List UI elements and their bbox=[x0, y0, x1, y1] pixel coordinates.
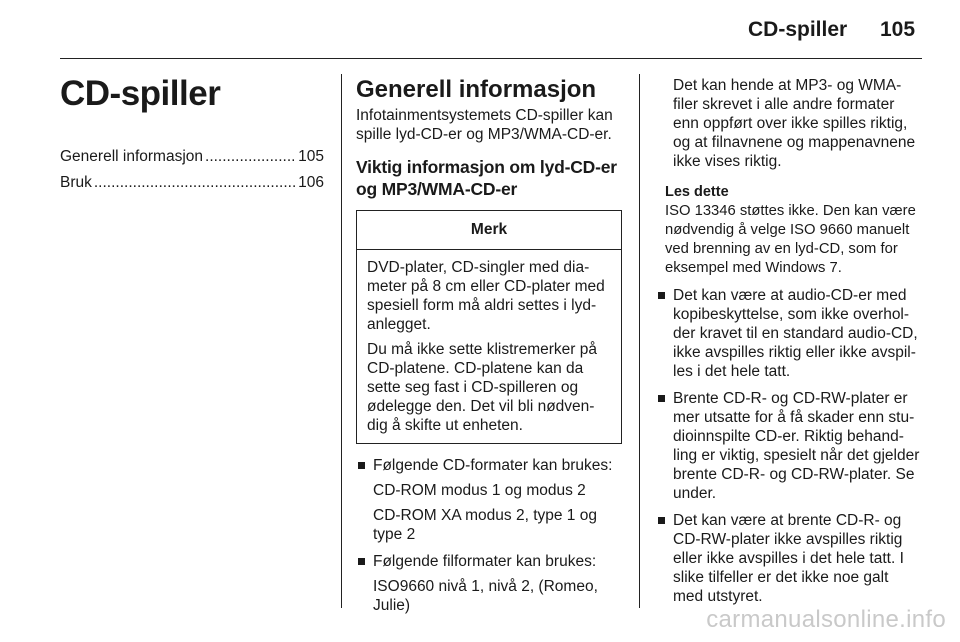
merk-notice-title: Merk bbox=[357, 211, 621, 250]
column-divider-1 bbox=[341, 74, 342, 608]
main-column bbox=[356, 76, 624, 615]
toc-entry-page: 106 bbox=[298, 174, 324, 191]
bullet-item: Brente CD-R- og CD-RW-plater er mer utsatte for å få skader enn stu-dioinnspilte CD-er. Riktig behand-ling er viktig, spesielt når det gjelder brente CD-R- og CD-RW-plater. Se under. bbox=[656, 389, 922, 503]
toc-entry[interactable] bbox=[60, 170, 324, 196]
toc-entry-label: Bruk bbox=[60, 174, 92, 191]
les-dette-note bbox=[656, 183, 922, 278]
watermark-text: carmanualsonline.info bbox=[706, 606, 946, 633]
section-intro: Infotainmentsystemets CD-spiller kan spille lyd-CD-er og MP3/WMA-CD-er. bbox=[356, 107, 613, 143]
running-header-title: CD-spiller bbox=[748, 18, 848, 41]
toc-entry[interactable] bbox=[60, 144, 324, 170]
section-heading: Generell informasjon bbox=[356, 76, 597, 103]
merk-paragraph: DVD-plater, CD-singler med dia-meter på 8 cm eller CD-plater med spesiell form må aldri settes i lyd-anlegget. bbox=[367, 259, 605, 333]
note-text: ISO 13346 støttes ikke. Den kan være nødvendig å velge ISO 9660 manuelt ved brenning av en lyd-CD, som for eksempel med Windows 7. bbox=[665, 203, 916, 276]
merk-notice-body bbox=[357, 250, 621, 443]
merk-paragraph: Du må ikke sette klistremerker på CD-platene. CD-platene kan da sette seg fast i CD-spilleren og ødelegge den. Det vil bli nødven-dig å skifte ut enheten. bbox=[367, 341, 597, 434]
page-number: 105 bbox=[880, 18, 916, 41]
right-column bbox=[656, 76, 922, 606]
chapter-column bbox=[60, 74, 324, 196]
bullet-subitem: CD-ROM modus 1 og modus 2 bbox=[373, 482, 586, 499]
toc-leader-dots bbox=[94, 170, 296, 196]
header-divider bbox=[60, 58, 922, 59]
bullet-item: Det kan være at audio-CD-er med kopibeskyttelse, som ikke overhol-der kravet til en standard audio-CD, ikke avspilles riktig eller ikke avspil-les i det hele tatt. bbox=[656, 286, 922, 381]
section-subheading: Viktig informasjon om lyd-CD-er og MP3/WMA-CD-er bbox=[356, 157, 617, 199]
bullet-subitem: ISO9660 nivå 1, nivå 2, (Romeo, Julie) bbox=[373, 578, 598, 614]
continuation-paragraph: Det kan hende at MP3- og WMA-filer skrevet i alle andre formater enn oppført over ikke spilles riktig, og at filnavnene og mappenavnene ikke vises riktig. bbox=[673, 77, 916, 170]
bullet-item: Det kan være at brente CD-R- og CD-RW-plater ikke avspilles riktig eller ikke avspilles i det hele tatt. I slike tilfeller er det ikke noe galt med utstyret. bbox=[656, 511, 922, 606]
toc-entry-label: Generell informasjon bbox=[60, 148, 204, 165]
toc-entry-page: 105 bbox=[298, 148, 324, 165]
note-title: Les dette bbox=[665, 184, 729, 200]
merk-notice-box bbox=[356, 210, 622, 444]
bullet-item: Følgende filformater kan brukes: bbox=[356, 552, 624, 571]
column-divider-2 bbox=[639, 74, 640, 608]
toc-leader-dots bbox=[205, 144, 296, 170]
bullet-subitem: CD-ROM XA modus 2, type 1 og type 2 bbox=[373, 507, 597, 543]
chapter-title: CD-spiller bbox=[60, 74, 221, 113]
bullet-item: Følgende CD-formater kan brukes: bbox=[356, 456, 624, 475]
